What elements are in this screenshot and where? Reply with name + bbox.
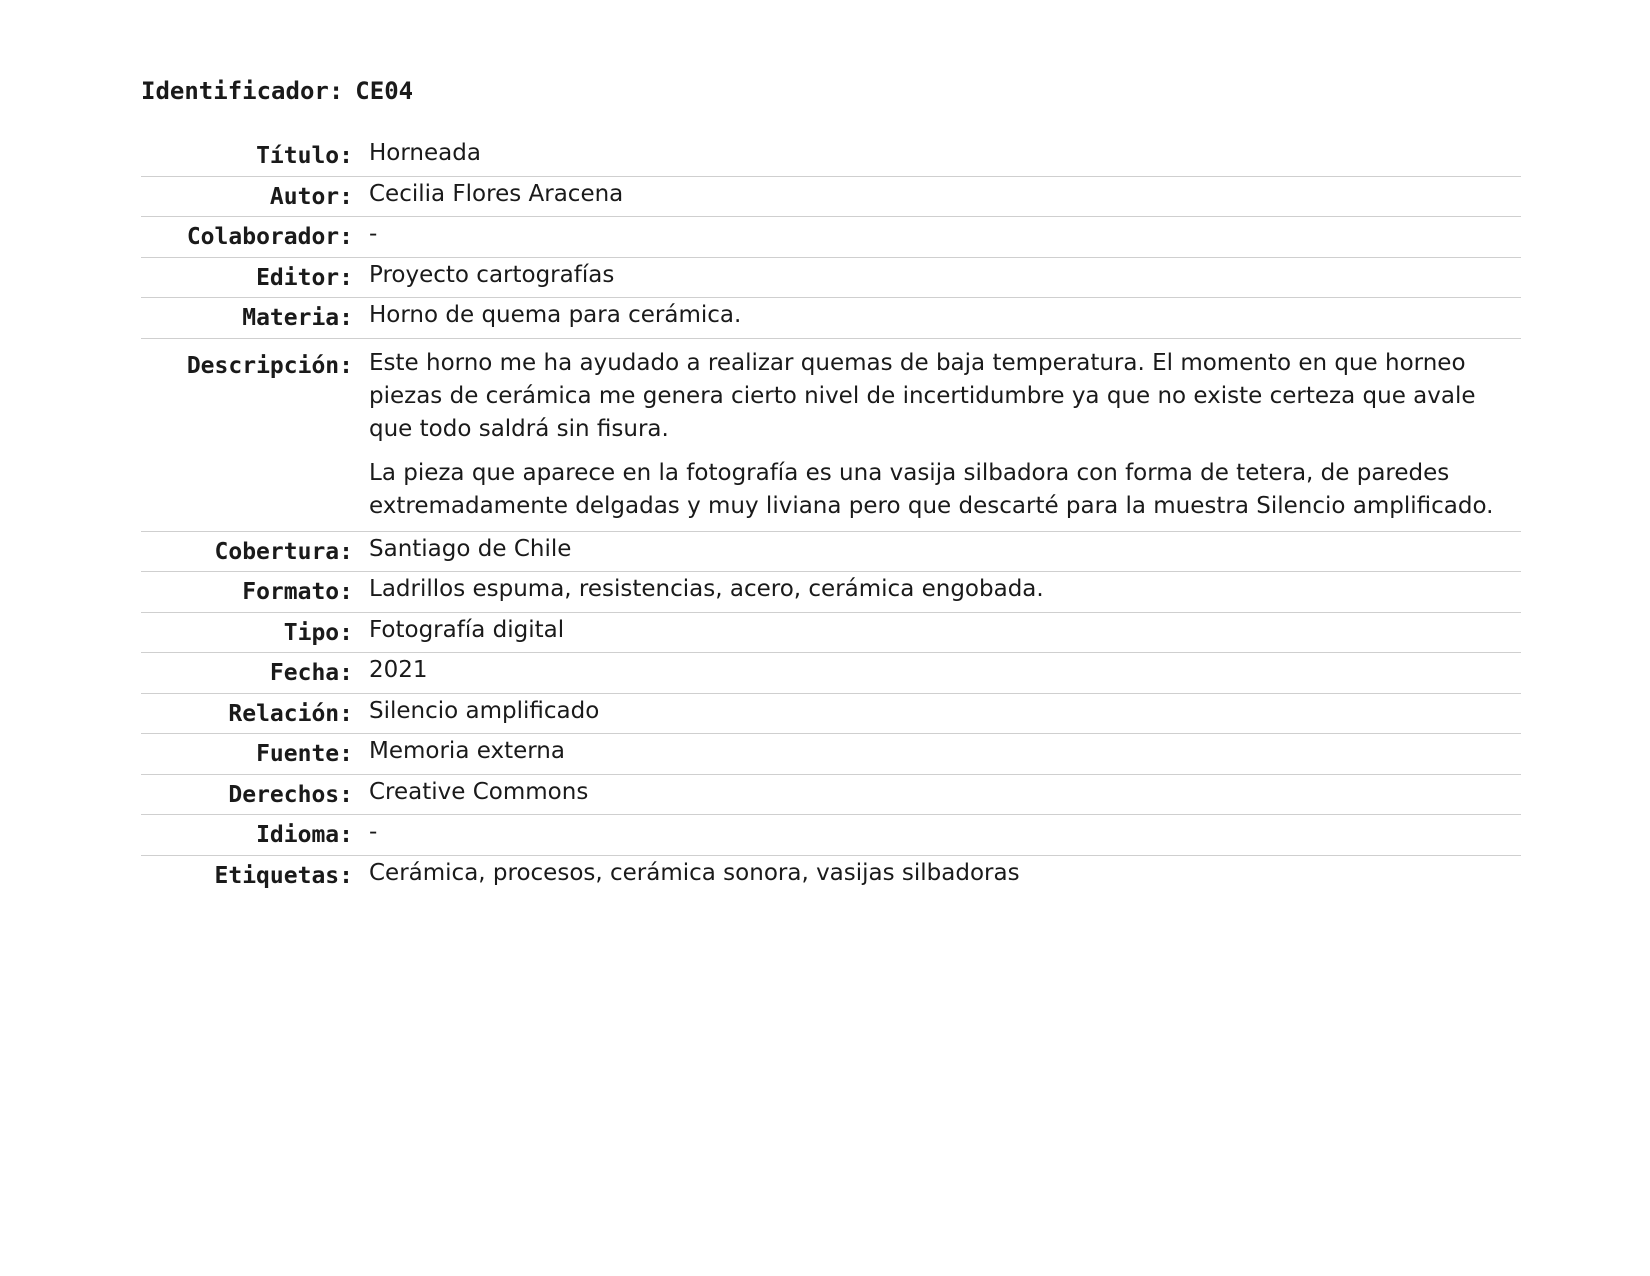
metadata-record — [141, 74, 1521, 896]
field-label: Materia: — [242, 305, 353, 331]
field-label: Fuente: — [256, 741, 353, 767]
field-value: Fotografía digital — [369, 616, 565, 643]
field-row-descripcion — [141, 339, 1521, 532]
field-value: Horno de quema para cerámica. — [369, 302, 742, 328]
field-label: Descripción: — [186, 352, 353, 379]
field-label: Título: — [256, 143, 353, 169]
identifier-line — [141, 74, 1521, 108]
field-row-materia — [141, 298, 1521, 339]
field-label: Cobertura: — [214, 538, 353, 565]
field-row-tipo — [141, 613, 1521, 654]
description-value — [353, 339, 1521, 531]
field-row-colaborador — [141, 217, 1521, 258]
field-row-idioma — [141, 815, 1521, 856]
field-row-autor — [141, 177, 1521, 218]
field-value: Silencio amplificado — [369, 697, 600, 724]
field-value: Cerámica, procesos, cerámica sonora, vasijas silbadoras — [369, 859, 1020, 886]
field-value: Proyecto cartografías — [369, 261, 615, 288]
field-value: Ladrillos espuma, resistencias, acero, cerámica engobada. — [369, 576, 1044, 602]
field-label: Etiquetas: — [214, 862, 353, 889]
description-paragraph: Este horno me ha ayudado a realizar quemas de baja temperatura. El momento en que horneo piezas de cerámica me genera cierto nivel de incertidumbre ya que no existe certeza que avale que todo saldrá sin fisura. — [369, 349, 1476, 442]
field-label: Derechos: — [228, 781, 353, 808]
field-value: - — [369, 221, 378, 247]
description-paragraph: La pieza que aparece en la fotografía es una vasija silbadora con forma de tetera, de paredes extremadamente delgadas y muy liviana pero que descarté para la muestra Silencio amplificado. — [369, 459, 1494, 519]
field-label: Fecha: — [269, 660, 353, 686]
field-row-etiquetas — [141, 856, 1521, 897]
field-row-editor — [141, 258, 1521, 299]
field-label: Tipo: — [283, 619, 353, 646]
field-label: Editor: — [256, 264, 353, 291]
field-value: Creative Commons — [369, 778, 589, 805]
identifier-value: CE04 — [355, 77, 414, 105]
field-label: Idioma: — [256, 822, 353, 848]
field-value: Memoria externa — [369, 738, 565, 764]
field-value: Cecilia Flores Aracena — [369, 180, 624, 207]
field-label: Formato: — [242, 579, 353, 605]
field-value: - — [369, 819, 378, 845]
field-row-cobertura — [141, 532, 1521, 573]
field-label: Colaborador: — [186, 224, 353, 250]
field-value: Santiago de Chile — [369, 535, 572, 562]
identifier-label: Identificador: — [141, 77, 344, 105]
field-row-relacion — [141, 694, 1521, 735]
field-label: Relación: — [228, 700, 353, 727]
field-row-fecha — [141, 653, 1521, 694]
field-value: Horneada — [369, 140, 481, 166]
field-value: 2021 — [369, 657, 428, 683]
field-label: Autor: — [269, 183, 353, 210]
field-row-fuente — [141, 734, 1521, 775]
field-row-derechos — [141, 775, 1521, 816]
field-row-formato — [141, 572, 1521, 613]
field-row-titulo — [141, 136, 1521, 177]
